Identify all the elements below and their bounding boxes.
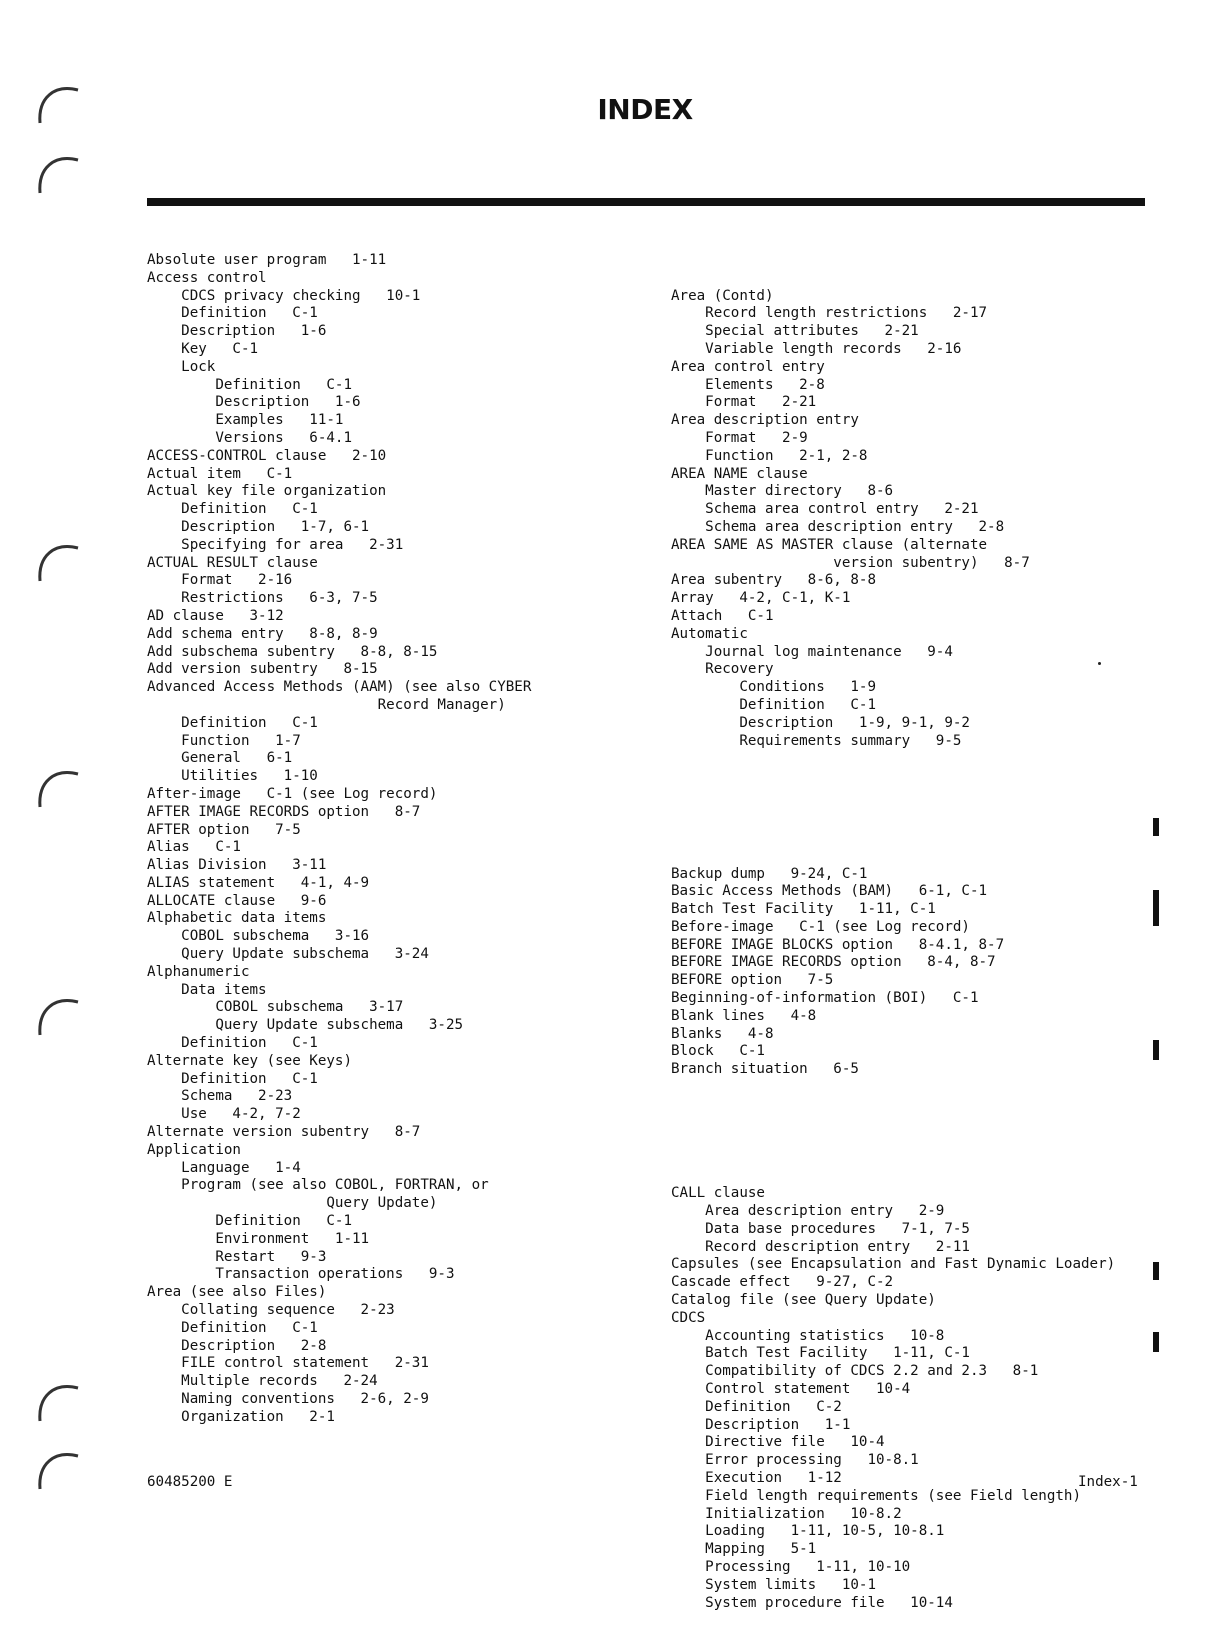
index-entry: COBOL subschema 3-17 [147, 999, 404, 1016]
index-entry: Definition C-1 [147, 501, 318, 518]
punch-hole-mark [34, 1376, 80, 1426]
index-entry: Branch situation 6-5 [671, 1061, 859, 1078]
index-entry: Batch Test Facility 1-11, C-1 [671, 901, 936, 918]
index-entry: Area subentry 8-6, 8-8 [671, 572, 876, 589]
index-entry: Before-image C-1 (see Log record) [671, 918, 970, 935]
index-entry: Definition C-1 [147, 1319, 318, 1336]
index-entry: Examples 11-1 [147, 412, 344, 429]
index-entry: Multiple records 2-24 [147, 1373, 378, 1390]
index-column-left [147, 252, 647, 1427]
index-entry: Record Manager) [147, 696, 506, 713]
index-entry: Conditions 1-9 [671, 679, 876, 696]
index-entry: Attach C-1 [671, 607, 774, 624]
index-entry: Schema area control entry 2-21 [671, 501, 979, 518]
index-entry: Utilities 1-10 [147, 768, 318, 785]
index-entry: Alias C-1 [147, 839, 241, 856]
index-entry: Definition C-1 [147, 1213, 352, 1230]
index-entry: Transaction operations 9-3 [147, 1266, 455, 1283]
index-entry: AREA SAME AS MASTER clause (alternate [671, 536, 988, 553]
index-entry: Description 1-7, 6-1 [147, 518, 370, 535]
index-entry: Cascade effect 9-27, C-2 [671, 1274, 894, 1291]
index-entry: Automatic [671, 625, 748, 642]
index-entry: Requirements summary 9-5 [671, 732, 962, 749]
index-entry: Variable length records 2-16 [671, 340, 962, 357]
page-title: INDEX [597, 93, 693, 126]
index-entry: ALIAS statement 4-1, 4-9 [147, 874, 370, 891]
index-entry: Function 1-7 [147, 732, 301, 749]
punch-hole-mark [34, 762, 80, 812]
index-entry: Query Update) [147, 1195, 438, 1212]
index-entry: Versions 6-4.1 [147, 429, 352, 446]
index-entry: AD clause 3-12 [147, 607, 284, 624]
index-entry: Record length restrictions 2-17 [671, 305, 988, 322]
index-entry: Elements 2-8 [671, 376, 825, 393]
change-bar [1153, 818, 1159, 836]
index-entry: Blank lines 4-8 [671, 1007, 817, 1024]
index-entry: Master directory 8-6 [671, 483, 894, 500]
punch-hole-mark [34, 1444, 80, 1494]
index-entry: Array 4-2, C-1, K-1 [671, 590, 851, 607]
index-entry: Catalog file (see Query Update) [671, 1292, 936, 1309]
index-entry: Batch Test Facility 1-11, C-1 [671, 1345, 970, 1362]
index-entry: Description 1-6 [147, 323, 327, 340]
index-entry: System limits 10-1 [671, 1576, 876, 1593]
index-entry: Accounting statistics 10-8 [671, 1327, 945, 1344]
index-entry: ACCESS-CONTROL clause 2-10 [147, 447, 387, 464]
punch-hole-mark [34, 78, 80, 128]
index-entry: Environment 1-11 [147, 1230, 370, 1247]
index-entry: Restart 9-3 [147, 1248, 327, 1265]
index-entry: COBOL subschema 3-16 [147, 928, 370, 945]
index-entry: Specifying for area 2-31 [147, 536, 404, 553]
page-number: Index-1 [1078, 1474, 1138, 1490]
change-bar [1153, 1040, 1159, 1060]
index-entry: Language 1-4 [147, 1159, 301, 1176]
index-entry: Area control entry [671, 358, 825, 375]
punch-hole-mark [34, 990, 80, 1040]
index-entry: System procedure file 10-14 [671, 1594, 953, 1611]
index-entry: Add subschema subentry 8-8, 8-15 [147, 643, 438, 660]
index-entry: Directive file 10-4 [671, 1434, 885, 1451]
title-rule [147, 198, 1145, 206]
index-entry: Blanks 4-8 [671, 1025, 774, 1042]
index-entry: Field length requirements (see Field length) [671, 1487, 1081, 1504]
index-entry: Data items [147, 981, 267, 998]
index-entry: Alias Division 3-11 [147, 857, 327, 874]
index-entry: Loading 1-11, 10-5, 10-8.1 [671, 1523, 945, 1540]
index-entry: Description 1-6 [147, 394, 361, 411]
index-entry: Application [147, 1141, 241, 1158]
index-entry: ALLOCATE clause 9-6 [147, 892, 327, 909]
index-entry: Compatibility of CDCS 2.2 and 2.3 8-1 [671, 1363, 1039, 1380]
index-entry: Definition C-1 [147, 376, 352, 393]
index-entry: AFTER option 7-5 [147, 821, 301, 838]
index-entry: After-image C-1 (see Log record) [147, 785, 438, 802]
index-entry: AREA NAME clause [671, 465, 808, 482]
document-number: 60485200 E [147, 1474, 233, 1490]
index-entry: Record description entry 2-11 [671, 1238, 970, 1255]
index-entry: Definition C-2 [671, 1398, 842, 1415]
index-entry: Journal log maintenance 9-4 [671, 643, 953, 660]
index-entry: ACTUAL RESULT clause [147, 554, 318, 571]
index-entry: Basic Access Methods (BAM) 6-1, C-1 [671, 883, 988, 900]
index-entry: Special attributes 2-21 [671, 323, 919, 340]
index-entry: Definition C-1 [147, 1035, 318, 1052]
punch-hole-mark [34, 536, 80, 586]
index-entry: Description 1-9, 9-1, 9-2 [671, 714, 970, 731]
index-group-c [671, 1185, 1171, 1612]
index-entry: Query Update subschema 3-25 [147, 1017, 464, 1034]
index-entry: BEFORE option 7-5 [671, 972, 834, 989]
index-entry: Processing 1-11, 10-10 [671, 1558, 911, 1575]
group-spacer [671, 1115, 1171, 1150]
index-entry: AFTER IMAGE RECORDS option 8-7 [147, 803, 421, 820]
index-entry: Block C-1 [671, 1043, 765, 1060]
index-entry: Organization 2-1 [147, 1408, 335, 1425]
index-entry: Access control [147, 269, 267, 286]
index-entry: Area description entry [671, 412, 859, 429]
index-entry: Backup dump 9-24, C-1 [671, 865, 868, 882]
index-entry: Advanced Access Methods (AAM) (see also CYBER [147, 679, 532, 696]
group-spacer [671, 786, 1171, 830]
index-entry: FILE control statement 2-31 [147, 1355, 429, 1372]
index-entry: Alphanumeric [147, 963, 250, 980]
index-entry: Alternate version subentry 8-7 [147, 1124, 421, 1141]
index-entry: Alphabetic data items [147, 910, 327, 927]
index-entry: Lock [147, 358, 216, 375]
change-bar [1153, 1262, 1159, 1280]
index-entry: Description 2-8 [147, 1337, 327, 1354]
index-entry: Program (see also COBOL, FORTRAN, or [147, 1177, 489, 1194]
index-entry: Description 1-1 [671, 1416, 851, 1433]
index-entry: Add version subentry 8-15 [147, 661, 378, 678]
index-entry: Capsules (see Encapsulation and Fast Dynamic Loader) [671, 1256, 1116, 1273]
index-entry: BEFORE IMAGE RECORDS option 8-4, 8-7 [671, 954, 996, 971]
index-entry: Actual key file organization [147, 483, 387, 500]
index-entry: Query Update subschema 3-24 [147, 946, 429, 963]
index-entry: Add schema entry 8-8, 8-9 [147, 625, 378, 642]
index-entry: Absolute user program 1-11 [147, 252, 387, 268]
change-bar [1153, 890, 1159, 926]
index-entry: Initialization 10-8.2 [671, 1505, 902, 1522]
index-entry: Use 4-2, 7-2 [147, 1106, 301, 1123]
index-entry: Error processing 10-8.1 [671, 1452, 919, 1469]
index-entry: Definition C-1 [147, 714, 318, 731]
index-entry: Collating sequence 2-23 [147, 1302, 395, 1319]
index-entry: Schema area description entry 2-8 [671, 518, 1005, 535]
index-entry: Schema 2-23 [147, 1088, 293, 1105]
index-entry: Function 2-1, 2-8 [671, 447, 868, 464]
index-entry: Definition C-1 [147, 1070, 318, 1087]
index-entry: Execution 1-12 [671, 1470, 842, 1486]
index-entry: Control statement 10-4 [671, 1381, 911, 1398]
index-entry: Actual item C-1 [147, 465, 293, 482]
index-entry: CDCS [671, 1309, 706, 1326]
index-entry: Area (see also Files) [147, 1284, 327, 1301]
stray-mark [1098, 662, 1101, 665]
index-entry: Beginning-of-information (BOI) C-1 [671, 990, 979, 1007]
index-entry: Mapping 5-1 [671, 1541, 817, 1558]
punch-hole-mark [34, 148, 80, 198]
index-entry: Format 2-16 [147, 572, 293, 589]
change-bar [1153, 1332, 1159, 1352]
index-entry: Alternate key (see Keys) [147, 1052, 352, 1069]
index-entry: Naming conventions 2-6, 2-9 [147, 1391, 429, 1407]
index-entry: Definition C-1 [671, 696, 876, 713]
index-column-right [671, 252, 1171, 1630]
index-entry: Key C-1 [147, 340, 259, 357]
index-group-a [671, 288, 1171, 751]
index-entry: Area (Contd) [671, 287, 774, 304]
index-entry: Data base procedures 7-1, 7-5 [671, 1220, 970, 1237]
index-entry: Format 2-9 [671, 429, 808, 446]
index-group-b [671, 866, 1171, 1080]
index-entry: Area description entry 2-9 [671, 1203, 945, 1220]
index-entry: Format 2-21 [671, 394, 817, 411]
index-entry: BEFORE IMAGE BLOCKS option 8-4.1, 8-7 [671, 936, 1005, 953]
index-entry: Restrictions 6-3, 7-5 [147, 590, 378, 607]
index-entry: Definition C-1 [147, 305, 318, 322]
index-entry: version subentry) 8-7 [671, 554, 1030, 571]
index-entry: General 6-1 [147, 750, 293, 767]
index-entry: CALL clause [671, 1185, 765, 1202]
index-entry: Recovery [671, 661, 774, 678]
index-entry: CDCS privacy checking 10-1 [147, 287, 421, 304]
